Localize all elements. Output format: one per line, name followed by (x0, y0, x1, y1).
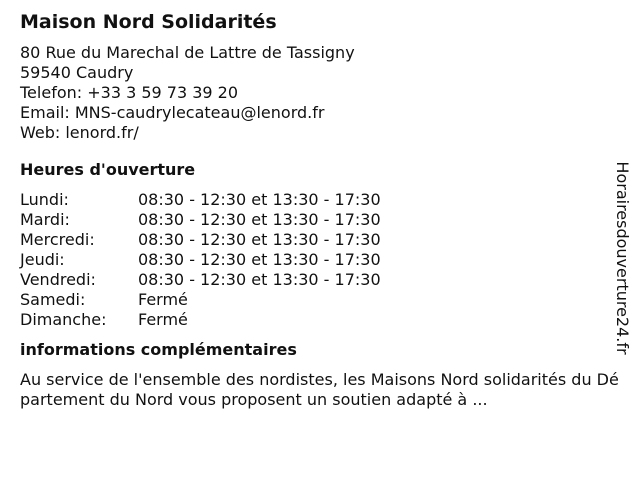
day-label: Samedi: (20, 290, 86, 309)
day-label: Mardi: (20, 210, 70, 229)
day-hours: 08:30 - 12:30 et 13:30 - 17:30 (138, 230, 381, 249)
street-address: 80 Rue du Marechal de Lattre de Tassigny (20, 43, 355, 62)
opening-hours-heading: Heures d'ouverture (20, 160, 196, 179)
address-block (20, 43, 610, 143)
phone-number[interactable]: Telefon: +33 3 59 73 39 20 (20, 83, 239, 102)
day-label: Dimanche: (20, 310, 107, 329)
hours-row-monday (20, 190, 610, 210)
opening-hours-table (20, 190, 610, 330)
hours-row-saturday (20, 290, 610, 310)
day-hours: 08:30 - 12:30 et 13:30 - 17:30 (138, 250, 381, 269)
day-hours: 08:30 - 12:30 et 13:30 - 17:30 (138, 190, 381, 209)
city-postcode: 59540 Caudry (20, 63, 134, 82)
day-hours: 08:30 - 12:30 et 13:30 - 17:30 (138, 210, 381, 229)
day-hours: Fermé (138, 290, 188, 309)
day-hours: Fermé (138, 310, 188, 329)
day-label: Mercredi: (20, 230, 95, 249)
page-title: Maison Nord Solidarités (20, 11, 277, 33)
hours-row-sunday (20, 310, 610, 330)
hours-row-wednesday (20, 230, 610, 250)
day-hours: 08:30 - 12:30 et 13:30 - 17:30 (138, 270, 381, 289)
additional-info-text: Au service de l'ensemble des nordistes, les Maisons Nord solidarités du Département du Nord vous proposent un soutien adapté à ... (20, 370, 619, 409)
hours-row-thursday (20, 250, 610, 270)
day-label: Lundi: (20, 190, 69, 209)
additional-info-heading: informations complémentaires (20, 340, 297, 359)
email-address[interactable]: Email: MNS-caudrylecateau@lenord.fr (20, 103, 325, 122)
day-label: Vendredi: (20, 270, 96, 289)
business-card (20, 10, 619, 410)
site-watermark: Horairesdouverture24.fr (613, 161, 632, 355)
hours-row-tuesday (20, 210, 610, 230)
hours-row-friday (20, 270, 610, 290)
day-label: Jeudi: (20, 250, 65, 269)
website-link[interactable]: Web: lenord.fr/ (20, 123, 139, 142)
